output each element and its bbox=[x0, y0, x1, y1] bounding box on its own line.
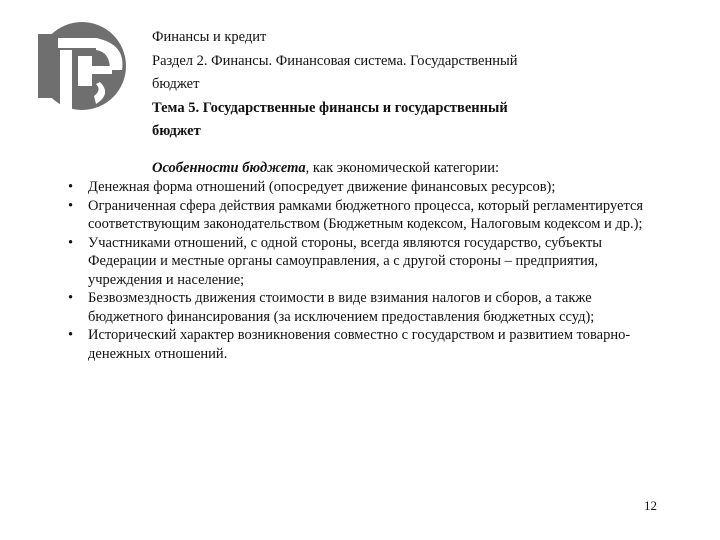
bullet-icon: • bbox=[68, 290, 74, 306]
list-item-text: Участниками отношений, с одной стороны, всегда являются государство, субъекты Федерации и местные органы самоуправления, а с другой стороны – предприятия, учреждения и население; bbox=[88, 234, 603, 288]
topic-title-cont: бюджет bbox=[152, 123, 201, 139]
section-title: Раздел 2. Финансы. Финансовая система. Государственный bbox=[152, 52, 518, 69]
course-title: Финансы и кредит bbox=[152, 29, 267, 45]
slide-header bbox=[152, 26, 672, 144]
bullet-icon: • bbox=[68, 327, 74, 343]
list-item bbox=[68, 197, 668, 234]
bullet-icon: • bbox=[68, 179, 74, 195]
page-number: 12 bbox=[644, 498, 657, 513]
bullet-icon: • bbox=[68, 234, 74, 251]
list-item bbox=[68, 326, 668, 363]
list-item-text: Исторический характер возникновения совместно с государством и развитием товарно-денежных отношений. bbox=[88, 327, 631, 362]
list-item bbox=[68, 234, 668, 290]
list-item-text: Денежная форма отношений (опосредует движение финансовых ресурсов); bbox=[88, 179, 556, 195]
section-title-cont: бюджет bbox=[152, 76, 200, 92]
lead-rest: , как экономической категории: bbox=[305, 160, 500, 176]
list-item-text: Ограниченная сфера действия рамками бюджетного процесса, который регламентируется соответствующим законодательством (Бюджетным кодексом, Налоговым кодексом и др.); bbox=[88, 197, 644, 232]
institution-logo-icon bbox=[30, 20, 130, 112]
bullet-list bbox=[68, 178, 668, 363]
list-item bbox=[68, 178, 668, 197]
list-item-text: Безвозмездность движения стоимости в виде взимания налогов и сборов, а также бюджетного финансирования (за исключением предоставления бюджетных ссуд); bbox=[88, 290, 595, 325]
list-item bbox=[68, 289, 668, 326]
lead-sentence bbox=[152, 159, 672, 178]
bullet-icon: • bbox=[68, 197, 74, 214]
topic-title: Тема 5. Государственные финансы и государственный bbox=[152, 99, 508, 116]
lead-emphasis: Особенности бюджета bbox=[152, 160, 306, 176]
